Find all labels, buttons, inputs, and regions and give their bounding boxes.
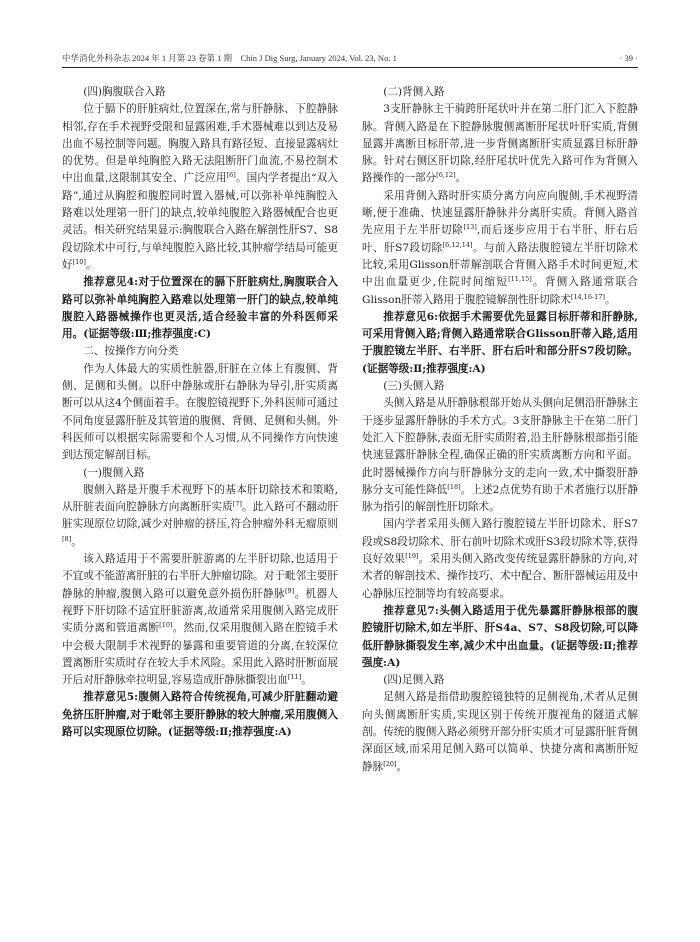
citation: [6]: [226, 171, 236, 180]
paragraph: 3支肝静脉主干骑跨肝尾状叶并在第二肝门汇入下腔静脉。背侧入路是在下腔静脉腹侧离断肝尾状叶肝实质,背侧显露并离断目标肝蒂,进一步背侧离断肝实质显露目标肝静脉。针对右侧区肝切除,经肝尾状叶优先入路可作为背侧入路操作的一部分[6,12]。: [362, 103, 638, 185]
recommendation-label: 推荐意见6:: [383, 310, 439, 323]
section-heading: (三)头侧入路: [383, 380, 445, 393]
paragraph: 足侧入路是指借助腹腔镜独特的足侧视角,术者从足侧向头侧离断肝实质,实现区别于传统开腹视角的隧道式解剖。传统的腹侧入路必须劈开部分肝实质才可显露肝脏背侧深面区域,而采用足侧入路可以简单、快捷分离和离断肝短静脉[20]。: [362, 691, 638, 773]
paragraph: 采用背侧入路时肝实质分离方向应向腹侧,手术视野清晰,便于准确、快速显露肝静脉并分离肝实质。背侧入路首先应用于左半肝切除[13],而后逐步应用于右半肝、肝右后叶、肝S7段切除[6,12,14]。与前入路法腹腔镜左半肝切除术比较,采用Glisson肝蒂解剖联合背侧入路手术时间更短,术中出血量更少,住院时间缩短[11,15]。背侧入路通常联合Glisson肝蒂入路用于腹腔镜解剖性肝切除术[14,16-17]。: [362, 189, 639, 306]
recommendation-text: 对于位置深在的膈下肝脏病灶,胸腹联合入路可以弥补单纯胸腔入路难以处理第一肝门的缺点,较单纯腹腔入路器械操作也更灵活,适合经验丰富的外科医师采用。: [62, 276, 338, 341]
running-header: [62, 52, 638, 64]
citation: [11,15]: [508, 275, 532, 284]
section-heading: (四)胸腹联合入路: [83, 86, 166, 98]
recommendation-text: 头侧入路适用于优先暴露肝静脉根部的腹腔镜肝切除术,如左半肝、肝S4a、S7、S8段切除,可以降低肝静脉撕裂发生率,减少术中出血量。: [362, 604, 638, 652]
section-heading: 二、按操作方向分类: [83, 345, 179, 358]
citation: [20]: [383, 759, 397, 768]
recommendation-4: [62, 274, 338, 343]
recommendation-6: [362, 309, 638, 378]
recommendation-7: [362, 603, 638, 672]
paragraph: 腹侧入路是开腹手术视野下的基本肝切除技术和策略,从肝脏表面向腔静脉方向离断肝实质[7]。此入路可不翻动肝脏实现原位切除,减少对肿瘤的挤压,符合肿瘤外科无瘤原则[8]。: [62, 483, 339, 548]
paragraph: 作为人体最大的实质性脏器,肝脏在立体上有腹侧、背侧、足侧和头侧。以肝中静脉或肝右静脉为导引,肝实质离断可以从这4个侧面着手。在腹腔镜视野下,外科医师可通过不同角度显露肝脏及其管道的腹侧、背侧、足侧和头侧。外科医师可以根据实际需要和个人习惯,从不同操作方向快速到达预定解剖目标。: [62, 362, 338, 462]
paragraph: 位于膈下的肝脏病灶,位置深在,常与肝静脉、下腔静脉相邻,存在手术视野受限和显露困难,手术器械难以到达及易出血不易控制等问题。胸腹入路具有路径短、直接显露病灶的优势。但是单纯胸腔入路无法阻断肝门血流,不易控制术中出血量,这限制其安全、广泛应用[6]。国内学者提出“双入路”,通过从胸腔和腹腔同时置入器械,可以弥补单纯胸腔入路难以处理第一肝门的缺点,较单纯腹腔入路器械配合也更灵活。相关研究结果显示:胸腹联合入路在解剖性肝S7、S8段切除术中可行,与单纯腹腔入路比较,其肿瘤学结局可能更好[10]。: [62, 103, 338, 271]
citation: [10]: [159, 621, 173, 630]
recommendation-label: 推荐意见5:: [83, 691, 139, 704]
evidence-grade: (证据等级:Ⅱ;推荐强度:A): [167, 725, 292, 738]
citation: [8]: [62, 534, 72, 543]
citation: [6,12]: [436, 171, 456, 180]
paragraph: 该入路适用于不需要肝脏游离的左半肝切除,也适用于不宜或不能游离肝脏的右半肝大肿瘤切除。对于毗邻主要肝静脉的肿瘤,腹侧入路可以避免意外损伤肝静脉[9]。机器人视野下肝切除不适宜肝脏游离,故通常采用腹侧入路完成肝实质分离和管道离断[10]。然而,仅采用腹侧入路在腔镜手术中会极大限制手术视野的暴露和重要管道的分离,在较深位置离断肝实质时存在较大手术风险。采用此入路时肝断面展开后对肝静脉牵拉明显,容易造成肝静脉撕裂出血[11]。: [62, 553, 338, 687]
citation: [7]: [232, 500, 242, 509]
recommendation-text: 腹侧入路符合传统视角,可减少肝脏翻动避免挤压肝肿瘤,对于毗邻主要肝静脉的较大肿瘤,采用腹侧入路可以实现原位切除。: [62, 691, 338, 738]
citation: [13]: [463, 223, 477, 232]
header-rule: [62, 67, 638, 68]
recommendation-label: 推荐意见4:: [83, 276, 139, 289]
journal-citation: 中华消化外科杂志 2024 年 1 月第 23 卷第 1 期 Chin J Dig Surg, January 2024, Vol. 23, No. 1: [62, 53, 397, 63]
citation: [11]: [287, 673, 302, 682]
recommendation-text: 依据手术需要优先显露目标肝蒂和肝静脉,可采用背侧入路;背侧入路通常联合Glisson肝蒂入路,适用于腹腔镜左半肝、右半肝、肝右后叶和部分肝S7段切除。: [362, 310, 638, 358]
evidence-grade: (证据等级:Ⅱ;推荐强度:A): [362, 362, 486, 375]
section-heading: (一)腹侧入路: [83, 466, 145, 479]
recommendation-5: [62, 689, 338, 741]
page-number: · 39 ·: [619, 53, 638, 63]
left-column: [62, 84, 338, 741]
citation: [18]: [447, 482, 461, 491]
paragraph: 头侧入路是从肝静脉根部开始从头侧向足侧沿肝静脉主干逐步显露肝静脉的手术方式。3支肝静脉主干在第二肝门处汇入下腔静脉,表面无肝实质附着,沿主肝静脉根部指引能快速显露肝静脉全程,确保正确的肝实质离断方向和平面。此时器械操作方向与肝静脉分支的走向一致,术中撕裂肝静脉分支可能性降低[18]。上述2点优势有助于术者施行以肝静脉为指引的解剖性肝切除术。: [362, 397, 638, 514]
citation: [14,16-17]: [570, 292, 605, 301]
evidence-grade: (证据等级:Ⅲ;推荐强度:C): [83, 328, 212, 341]
citation: [9]: [284, 586, 295, 595]
paragraph: 国内学者采用头侧入路行腹腔镜左半肝切除术、肝S7段或S8段切除术、肝右前叶切除术或肝S3段切除术等,获得良好效果[19]。采用头侧入路改变传统显露肝静脉的方向,对术者的解剖技术、操作技巧、术中配合、断肝器械运用及中心静脉压控制等均有较高要求。: [362, 518, 638, 600]
section-heading: (四)足侧入路: [383, 674, 445, 687]
citation: [19]: [405, 552, 419, 561]
evidence-grade: (证据等级:Ⅱ;推荐强度:A): [362, 639, 638, 669]
citation: [6,12,14]: [442, 240, 473, 249]
recommendation-label: 推荐意见7:: [383, 604, 439, 617]
citation: [10]: [72, 257, 86, 266]
right-column: [362, 84, 638, 776]
section-heading: (二)背侧入路: [383, 86, 445, 98]
